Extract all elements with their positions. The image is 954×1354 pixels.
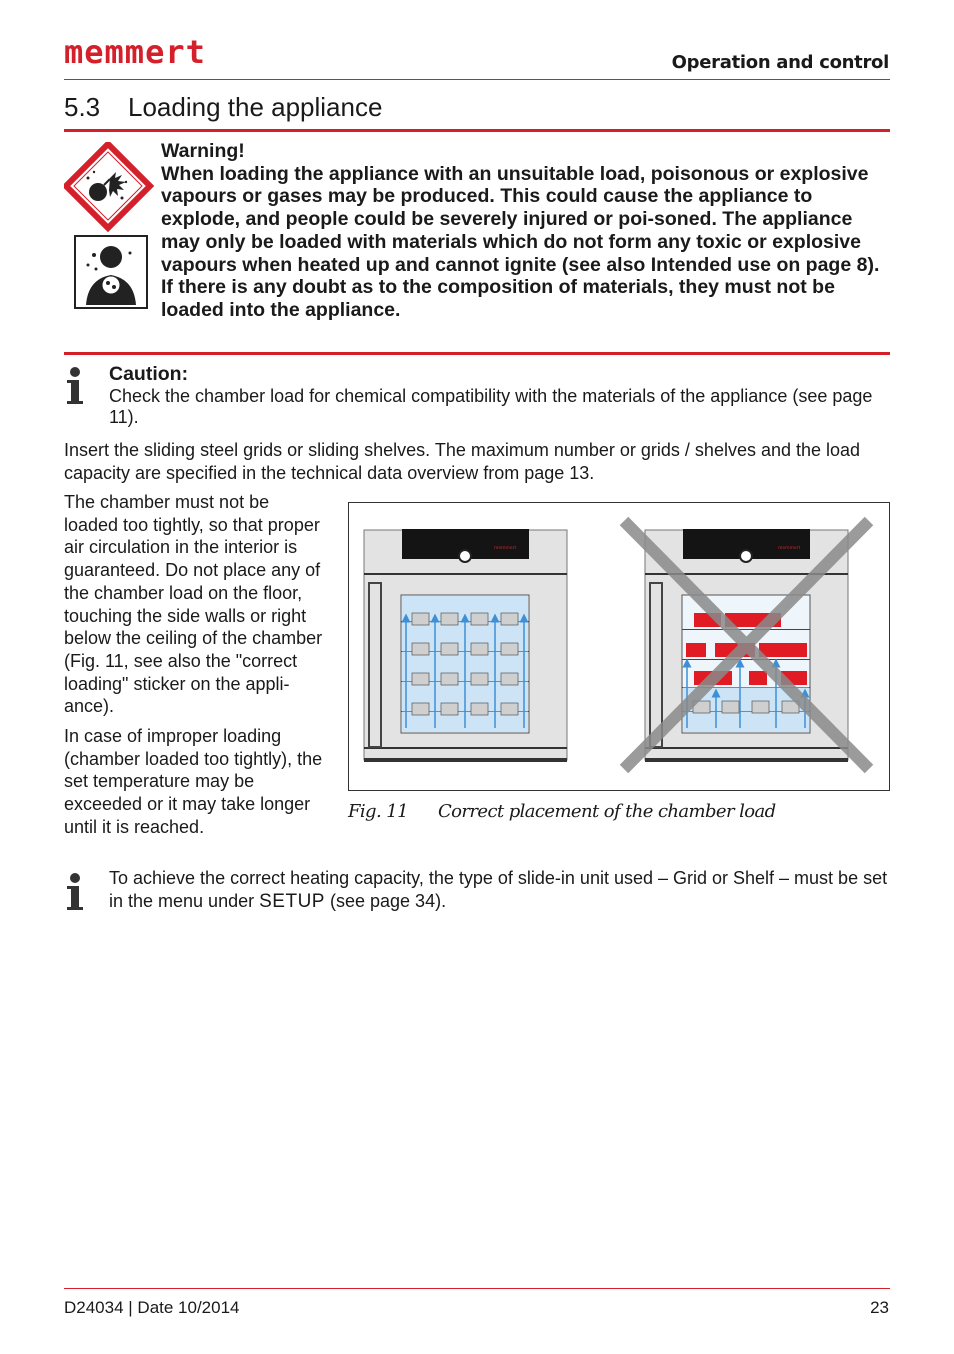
logo-text: memmert: [64, 33, 206, 71]
figure-illustration: [349, 503, 889, 790]
section-number: 5.3: [64, 92, 101, 122]
section-title: [64, 92, 382, 122]
figure-number: Fig. 11: [348, 801, 408, 822]
caution-text: Check the chamber load for chemical compatibility with the materials of the appliance (see page 11).: [109, 385, 873, 428]
warning-block: [161, 140, 891, 322]
warning-rule: [64, 352, 890, 355]
paragraph-insert: Insert the sliding steel grids or sliding shelves. The maximum number or grids / shelves and the load capacity are specified in the technical data overview from page 13.: [64, 440, 861, 483]
memmert-logo: [64, 32, 216, 72]
header-rule: [64, 79, 890, 80]
warning-title: Warning!: [161, 140, 245, 162]
paragraph-chamber: The chamber must not be loaded too tightly, so that proper air circulation in the interior is guaranteed. Do not place any of the chamber load on the floor, touching the side walls or right below the ceiling of the chamber (Fig. 11, see also the "correct loading" sticker on the appli-ance).: [64, 492, 323, 717]
caution-block: [109, 364, 889, 429]
footer-doc-info: D24034 | Date 10/2014: [64, 1298, 240, 1317]
warning-text: When loading the appliance with an unsuitable load, poisonous or explosive vapours or gases may be produced. This could cause the appliance to explode, and people could be severely injured or poi-soned. The appliance may only be loaded with materials which do not form any toxic or explosive vapours when heated up and cannot ignite (see also Intended use on page 8). If there is any doubt as to the composition of materials, they must not be loaded into the appliance.: [161, 162, 880, 321]
toxic-vapour-icon: [74, 235, 148, 309]
paragraph-improper: In case of improper loading (chamber loaded too tightly), the set temperature may be exceeded or it may take longer until it is reached.: [64, 726, 323, 837]
info-icon-note: [64, 872, 86, 912]
figure-caption-text: Correct placement of the chamber load: [438, 801, 776, 822]
caution-title: Caution:: [109, 363, 189, 385]
note-text-before: To achieve the correct heating capacity, the type of slide-in unit used – Grid or Shelf – must be set in the menu under: [109, 868, 888, 911]
header-section-label: Operation and control: [671, 52, 889, 73]
footer-page-number: 23: [870, 1298, 889, 1317]
appliance-brand-right: memmert: [778, 546, 801, 551]
footer-rule: [64, 1288, 890, 1289]
figure-caption: [348, 801, 776, 822]
section-title-text: Loading the appliance: [128, 92, 383, 122]
section-rule: [64, 129, 890, 132]
figure-chamber-load: [348, 502, 890, 791]
appliance-brand-left: memmert: [494, 546, 517, 551]
info-icon: [64, 366, 86, 406]
left-column-text: [64, 491, 326, 846]
setup-note: [109, 867, 889, 913]
appliance-incorrect: [624, 521, 869, 769]
appliance-correct: [364, 529, 567, 762]
note-text-after: (see page 34).: [330, 890, 447, 911]
setup-keyword: SETUP: [259, 890, 325, 912]
